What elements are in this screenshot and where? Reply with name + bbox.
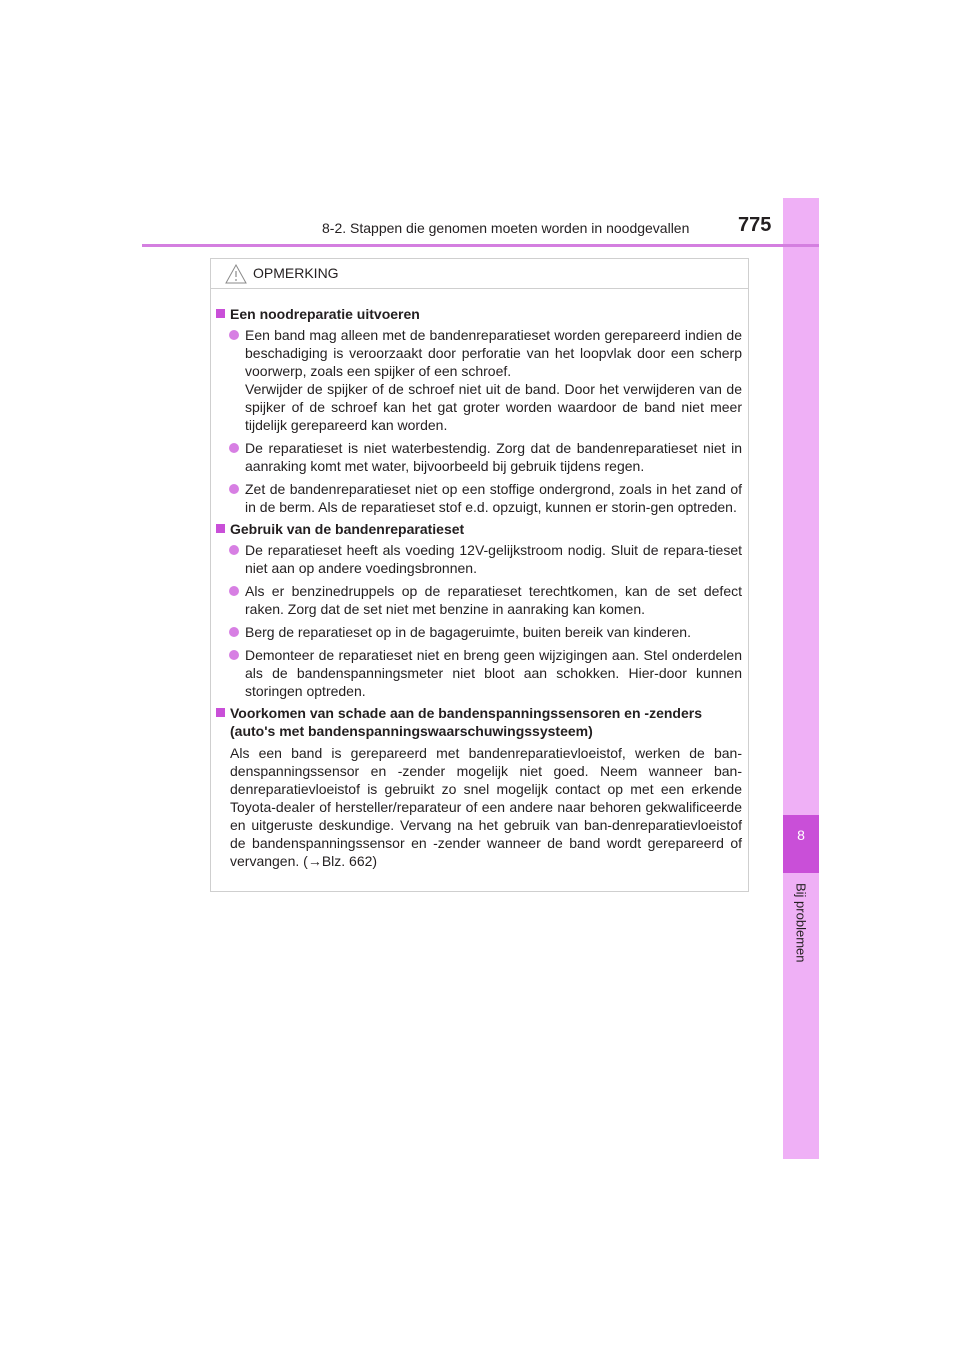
chapter-label: Bij problemen [793,883,809,963]
caution-title: OPMERKING [253,265,339,281]
round-bullet-icon [229,545,239,555]
square-bullet-icon [216,309,225,318]
round-bullet-icon [229,586,239,596]
list-item: Als er benzinedruppels op de reparatieset terechtkomen, kan de set defect raken. Zorg dat de set niet met benzine in aanraking kan komen. [216,582,742,618]
section-heading: Een noodreparatie uitvoeren [216,305,742,323]
list-item: De reparatieset heeft als voeding 12V-gelijkstroom nodig. Sluit de repara-tieset niet aan op andere voedingsbronnen. [216,541,742,577]
list-item: Berg de reparatieset op in de bagageruimte, buiten bereik van kinderen. [216,623,742,641]
section-heading: Voorkomen van schade aan de bandenspanningssensoren en -zenders (auto's met bandenspanningswaarschuwingssysteem) [216,704,742,740]
chapter-number: 8 [797,827,805,843]
list-item: Demonteer de reparatieset niet en breng geen wijzigingen aan. Stel onderdelen als de bandenspanningsmeter niet bloot aan schokken. Hier-door kunnen storingen optreden. [216,646,742,700]
section-title: 8-2. Stappen die genomen moeten worden in noodgevallen [322,220,690,236]
chapter-side-tab [783,198,819,1159]
page-number: 775 [738,214,772,236]
header-rule [142,244,819,247]
section-paragraph: Als een band is gerepareerd met bandenreparatievloeistof, werken de ban-denspanningssensor en -zender mogelijk niet goed. Neem wanneer ban-denreparatievloeistof is gebruikt zo snel mogelijk contact op met een erkende Toyota-dealer of hersteller/reparateur of een andere naar behoren gekwalificeerde en uitgeruste deskundige. Vervang na het gebruik van ban-denreparatievloeistof de bandenspanningssensor en -zender wanneer de band wordt gerepareerd of vervangen. (→Blz. 662) [230,745,742,869]
round-bullet-icon [229,650,239,660]
round-bullet-icon [229,627,239,637]
warning-triangle-icon [225,264,247,284]
list-item: Zet de bandenreparatieset niet op een stoffige ondergrond, zoals in het zand of in de berm. Als de reparatieset stof e.d. opzuigt, kunnen er storin-gen optreden. [216,480,742,516]
caution-header [211,259,748,289]
round-bullet-icon [229,330,239,340]
round-bullet-icon [229,484,239,494]
square-bullet-icon [216,524,225,533]
section-heading: Gebruik van de bandenreparatieset [216,520,742,538]
square-bullet-icon [216,708,225,717]
caution-body [211,289,748,870]
list-item: Een band mag alleen met de bandenreparatieset worden gerepareerd indien de beschadiging is veroorzaakt door perforatie van het loopvlak door een scherp voorwerp, zoals een spijker of een schroef. Verwijder de spijker of de schroef niet uit de band. Door het verwijderen van de spijker of de schroef kan het gat groter worden waardoor de band niet meer tijdelijk gerepareerd kan worden. [216,326,742,434]
round-bullet-icon [229,443,239,453]
chapter-number-tab [783,815,819,873]
list-item: De reparatieset is niet waterbestendig. Zorg dat de bandenreparatieset niet in aanraking komt met water, bijvoorbeeld bij gebruik tijdens regen. [216,439,742,475]
caution-box [210,258,749,892]
